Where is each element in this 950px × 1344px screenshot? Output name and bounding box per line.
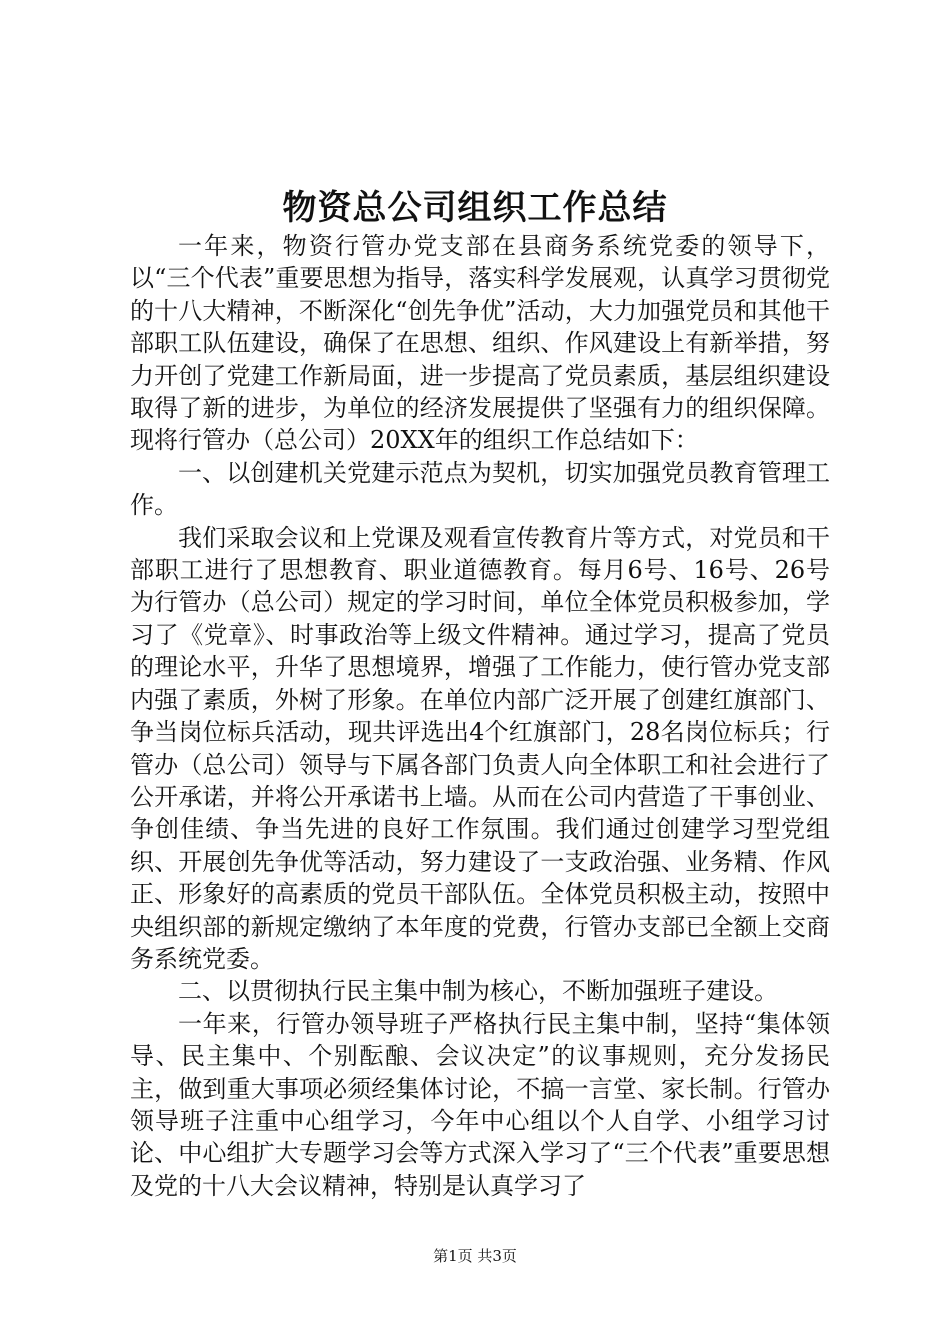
paragraph-section-2: 一年来，行管办领导班子严格执行民主集中制，坚持“集体领导、民主集中、个别酝酿、会议决定”的议事规则，充分发扬民主，做到重大事项必须经集体讨论，不搞一言堂、家长制。行管办领导班子注重中心组学习，今年中心组以个人自学、小组学习讨论、中心组扩大专题学习会等方式深入学习了“三个代表”重要思想及党的十八大会议精神，特别是认真学习了 — [130, 1009, 830, 1200]
section-heading-1: 一、以创建机关党建示范点为契机，切实加强党员教育管理工作。 — [130, 458, 830, 520]
document-body — [130, 230, 830, 1202]
section-heading-2: 二、以贯彻执行民主集中制为核心，不断加强班子建设。 — [178, 977, 778, 1006]
paragraph-section-1: 我们采取会议和上党课及观看宣传教育片等方式，对党员和干部职工进行了思想教育、职业道德教育。每月6号、16号、26号为行管办（总公司）规定的学习时间，单位全体党员积极参加，学习了《党章》、时事政治等上级文件精神。通过学习，提高了党员的理论水平，升华了思想境界，增强了工作能力，使行管办党支部内强了素质，外树了形象。在单位内部广泛开展了创建红旗部门、争当岗位标兵活动，现共评选出4个红旗部门，28名岗位标兵；行管办（总公司）领导与下属各部门负责人向全体职工和社会进行了公开承诺，并将公开承诺书上墙。从而在公司内营造了干事创业、争创佳绩、争当先进的良好工作氛围。我们通过创建学习型党组织、开展创先争优等活动，努力建设了一支政治强、业务精、作风正、形象好的高素质的党员干部队伍。全体党员积极主动，按照中央组织部的新规定缴纳了本年度的党费，行管办支部已全额上交商务系统党委。 — [130, 523, 830, 973]
page-indicator: 第1页 共3页 — [433, 1247, 517, 1265]
paragraph-intro: 一年来，物资行管办党支部在县商务系统党委的领导下，以“三个代表”重要思想为指导，落实科学发展观，认真学习贯彻党的十八大精神，不断深化“创先争优”活动，大力加强党员和其他干部职工队伍建设，确保了在思想、组织、作风建设上有新举措，努力开创了党建工作新局面，进一步提高了党员素质，基层组织建设取得了新的进步，为单位的经济发展提供了坚强有力的组织保障。现将行管办（总公司）20XX年的组织工作总结如下： — [130, 232, 830, 455]
document-title: 物资总公司组织工作总结 — [282, 188, 668, 228]
